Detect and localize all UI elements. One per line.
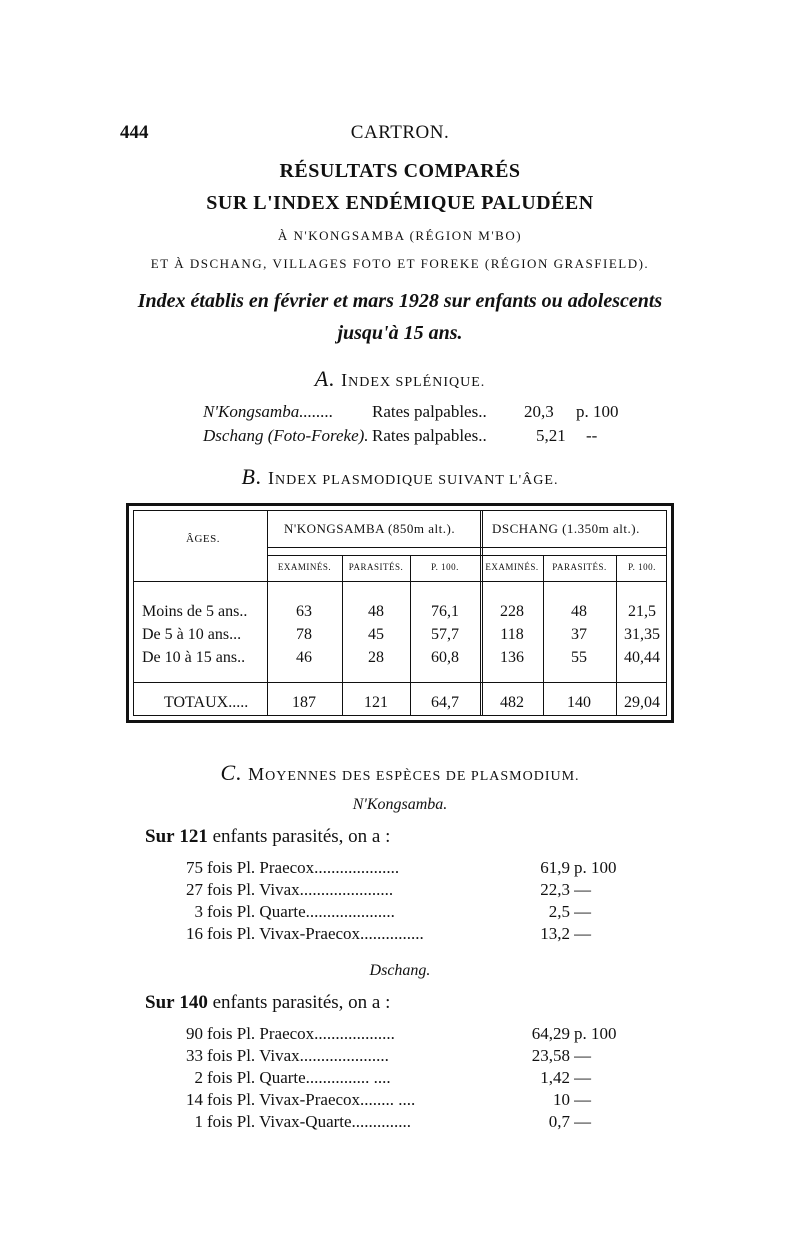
table-cell: 21,5	[628, 603, 656, 620]
intro-line1: Index établis en février et mars 1928 sur enfants ou adolescents	[137, 290, 663, 312]
group2-species-unit: —	[574, 1046, 591, 1065]
section-a-row1-value: 20,3	[524, 402, 554, 421]
table-subcol-parasites-1: PARASITÉS.	[348, 562, 404, 572]
group1-species-unit: p. 100	[574, 858, 617, 877]
table-row-age: De 5 à 10 ans...	[142, 626, 242, 643]
group1-lead-num: 121	[179, 826, 208, 847]
table-cell: 28	[368, 649, 384, 666]
group1-species-label: fois Pl. Vivax......................	[207, 880, 394, 899]
section-c-heading	[0, 760, 800, 786]
group2-place: Dschang.	[369, 962, 431, 979]
table-vline-ds-1	[543, 555, 544, 715]
table-cell: 63	[296, 603, 312, 620]
section-b-title-rest: NDEX PLASMODIQUE SUIVANT L'ÂGE.	[275, 473, 559, 488]
group2-species-label: fois Pl. Quarte............... ....	[207, 1068, 391, 1087]
intro-line2: jusqu'à 15 ans.	[337, 322, 463, 344]
table-total-cell: 29,04	[624, 694, 660, 711]
group2-species-value: 10	[553, 1090, 570, 1109]
table-frame	[133, 510, 667, 716]
subtitle-line1: À N'KONGSAMBA (RÉGION M'BO)	[277, 228, 523, 243]
group1-species-label: fois Pl. Vivax-Praecox...............	[207, 924, 424, 943]
group1-species-count: 27	[186, 880, 203, 899]
table-total-cell: 187	[292, 694, 316, 711]
section-a-row1-label: Rates palpables..	[372, 402, 487, 421]
group1-species-unit: —	[574, 924, 591, 943]
table-total-label: TOTAUX.....	[164, 694, 249, 711]
table-group-dschang: DSCHANG (1.350m alt.).	[492, 521, 640, 536]
table-subcol-parasites-2: PARASITÉS.	[552, 562, 607, 572]
group2-species-count: 1	[194, 1112, 203, 1131]
group1-species-count: 16	[186, 924, 203, 943]
section-a-title-rest: NDEX SPLÉNIQUE.	[348, 375, 486, 390]
table-cell: 31,35	[624, 626, 660, 643]
group1-lead-a: Sur	[145, 826, 175, 847]
table-cell: 55	[571, 649, 587, 666]
group2-species-unit: p. 100	[574, 1024, 617, 1043]
table-cell: 48	[368, 603, 384, 620]
table-cell: 37	[571, 626, 587, 643]
group1-species-value: 61,9	[540, 858, 570, 877]
section-b-title-cap: I	[268, 468, 275, 488]
group2-lead-num: 140	[179, 992, 208, 1013]
section-a-row1-place: N'Kongsamba........	[203, 402, 334, 421]
group2-lead-a: Sur	[145, 992, 175, 1013]
group1-lead	[145, 826, 390, 848]
group1-species-value: 22,3	[540, 880, 570, 899]
table-group-nkongsamba: N'KONGSAMBA (850m alt.).	[284, 521, 456, 536]
table-vline-nk-1	[342, 555, 343, 715]
table-vline-nk-2	[410, 555, 411, 715]
section-a-row1-unit: p. 100	[576, 402, 619, 421]
table-cell: 78	[296, 626, 312, 643]
section-a-row2-label: Rates palpables..	[372, 426, 487, 445]
plasmodic-index-table	[126, 503, 674, 723]
group1-place: N'Kongsamba.	[352, 796, 448, 813]
table-cell: 45	[368, 626, 384, 643]
table-subcol-examines-1: EXAMINÉS.	[277, 562, 332, 572]
section-a-letter: A.	[314, 366, 336, 391]
group1-species-label: fois Pl. Quarte.....................	[207, 902, 395, 921]
group2-lead	[145, 992, 390, 1014]
section-a-row2-unit: --	[586, 426, 598, 445]
group2-species-unit: —	[574, 1090, 591, 1109]
page-number: 444	[120, 122, 149, 143]
section-a-row2-place: Dschang (Foto-Foreke).	[203, 426, 369, 445]
group2-species-count: 2	[194, 1068, 203, 1087]
table-total-cell: 482	[500, 694, 524, 711]
table-cell: 57,7	[431, 626, 459, 643]
main-title-line1: RÉSULTATS COMPARÉS	[279, 160, 521, 182]
section-c-title-rest: OYENNES DES ESPÈCES DE PLASMODIUM.	[265, 769, 580, 784]
table-cell: 76,1	[431, 603, 459, 620]
section-c-letter: C.	[220, 760, 243, 785]
table-cell: 136	[500, 649, 524, 666]
table-hline-header	[134, 581, 666, 582]
section-a-heading	[0, 366, 800, 392]
table-row-age: De 10 à 15 ans..	[142, 649, 246, 666]
table-hline-group	[267, 547, 666, 548]
table-cell: 118	[500, 626, 524, 643]
group1-species-count: 75	[186, 858, 203, 877]
group1-species-label: fois Pl. Praecox....................	[207, 858, 400, 877]
group1-species-value: 2,5	[548, 902, 570, 921]
group2-species-label: fois Pl. Vivax-Praecox........ ....	[207, 1090, 416, 1109]
group2-species-label: fois Pl. Vivax-Quarte..............	[207, 1112, 412, 1131]
group2-species-count: 14	[186, 1090, 203, 1109]
section-b-letter: B.	[241, 464, 263, 489]
table-subcol-p100-2: P. 100.	[628, 562, 656, 572]
table-cell: 46	[296, 649, 312, 666]
running-title: CARTRON.	[350, 122, 450, 143]
group2-species-count: 33	[186, 1046, 203, 1065]
group2-species-count: 90	[186, 1024, 203, 1043]
group1-species-unit: —	[574, 902, 591, 921]
group2-species-label: fois Pl. Praecox...................	[207, 1024, 395, 1043]
section-a-row2-value: 5,21	[536, 426, 566, 445]
table-hline-total	[134, 682, 666, 683]
group1-species-count: 3	[194, 902, 203, 921]
table-vline-ages	[267, 511, 268, 715]
section-c-title-cap: M	[248, 764, 266, 784]
table-subcol-p100-1: P. 100.	[431, 562, 459, 572]
group2-species-label: fois Pl. Vivax.....................	[207, 1046, 389, 1065]
group2-species-unit: —	[574, 1068, 591, 1087]
section-b-heading	[0, 464, 800, 490]
table-total-cell: 121	[364, 694, 388, 711]
table-subcol-examines-2: EXAMINÉS.	[485, 562, 539, 572]
table-hline-subhead	[267, 555, 666, 556]
table-cell: 40,44	[624, 649, 660, 666]
subtitle-line2: ET À DSCHANG, VILLAGES FOTO ET FOREKE (RÉGION GRASFIELD).	[150, 256, 650, 271]
section-a-title-cap: I	[341, 370, 349, 390]
group1-species-value: 13,2	[540, 924, 570, 943]
main-title-line2: SUR L'INDEX ENDÉMIQUE PALUDÉEN	[206, 192, 594, 214]
group2-species-value: 23,58	[531, 1046, 570, 1065]
group1-lead-b: enfants parasités, on a :	[212, 826, 391, 847]
group2-species-value: 1,42	[540, 1068, 570, 1087]
group2-species-value: 0,7	[548, 1112, 570, 1131]
table-total-cell: 140	[567, 694, 591, 711]
table-cell: 48	[571, 603, 587, 620]
group2-species-value: 64,29	[531, 1024, 570, 1043]
group2-lead-b: enfants parasités, on a :	[212, 992, 391, 1013]
group2-species-unit: —	[574, 1112, 591, 1131]
table-total-cell: 64,7	[431, 694, 459, 711]
table-row-age: Moins de 5 ans..	[142, 603, 248, 620]
table-col-ages: ÂGES.	[186, 533, 220, 545]
table-cell: 228	[500, 603, 524, 620]
group1-species-unit: —	[574, 880, 591, 899]
table-cell: 60,8	[431, 649, 459, 666]
